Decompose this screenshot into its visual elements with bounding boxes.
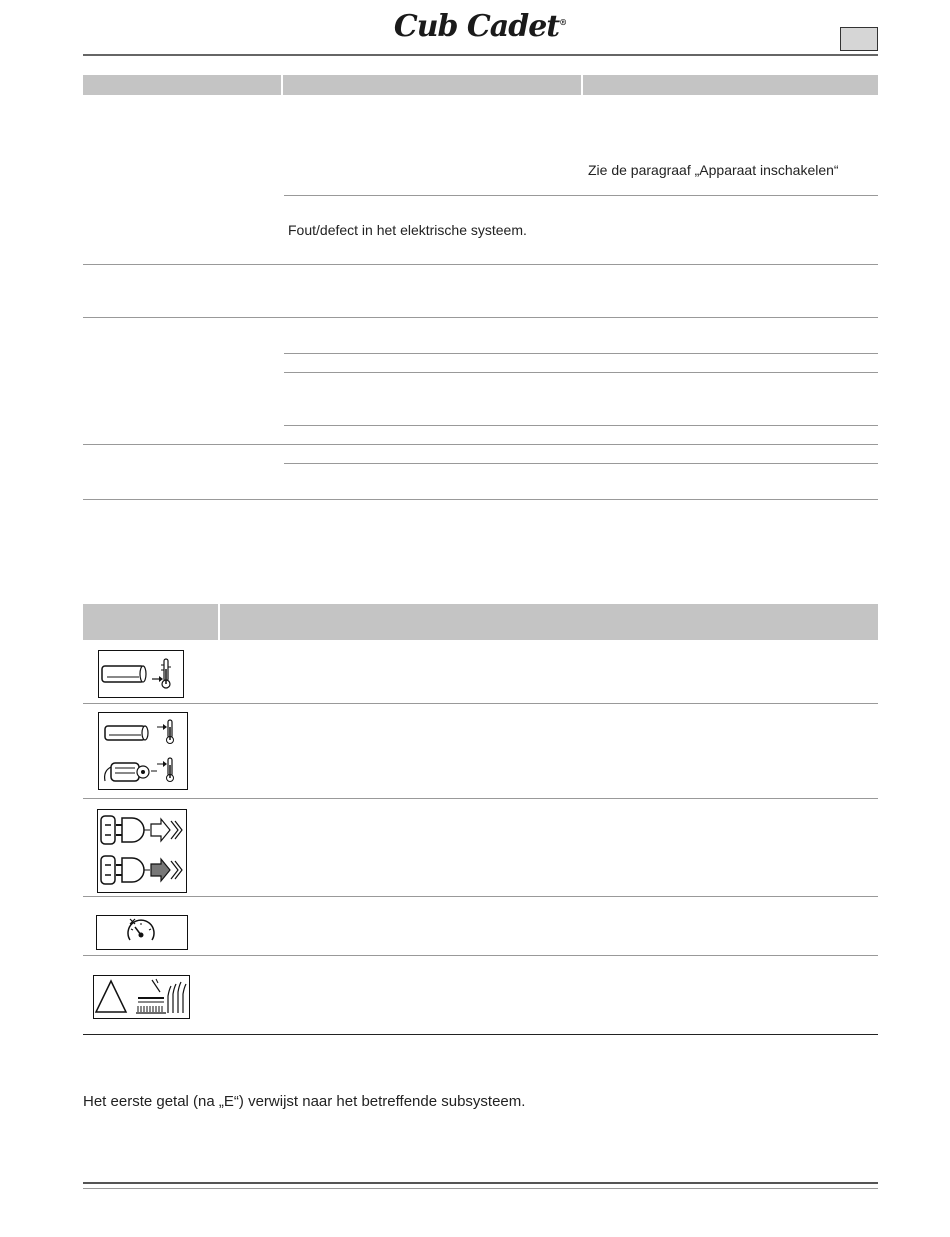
battery-temperature-icon bbox=[98, 650, 184, 698]
footer-rule bbox=[83, 1182, 878, 1189]
icon-table-header-bar bbox=[83, 604, 878, 640]
warning-grass-cutter-icon bbox=[93, 975, 190, 1019]
paragraph-text: Het eerste getal (na „E“) verwijst naar het betreffende subsysteem. bbox=[83, 1093, 526, 1110]
speedometer-icon bbox=[96, 915, 188, 950]
plug-connection-icon bbox=[97, 809, 187, 893]
header-rule bbox=[83, 54, 878, 56]
battery-motor-temperature-icon bbox=[98, 712, 188, 790]
brand-logo: Cub Cadet® bbox=[393, 9, 567, 44]
page-number-box bbox=[840, 27, 878, 51]
cause-cell: Fout/defect in het elektrische systeem. bbox=[288, 222, 527, 238]
solution-cell: Zie de paragraaf „Apparaat inschakelen“ bbox=[588, 162, 839, 178]
table-header-bar bbox=[83, 75, 878, 95]
